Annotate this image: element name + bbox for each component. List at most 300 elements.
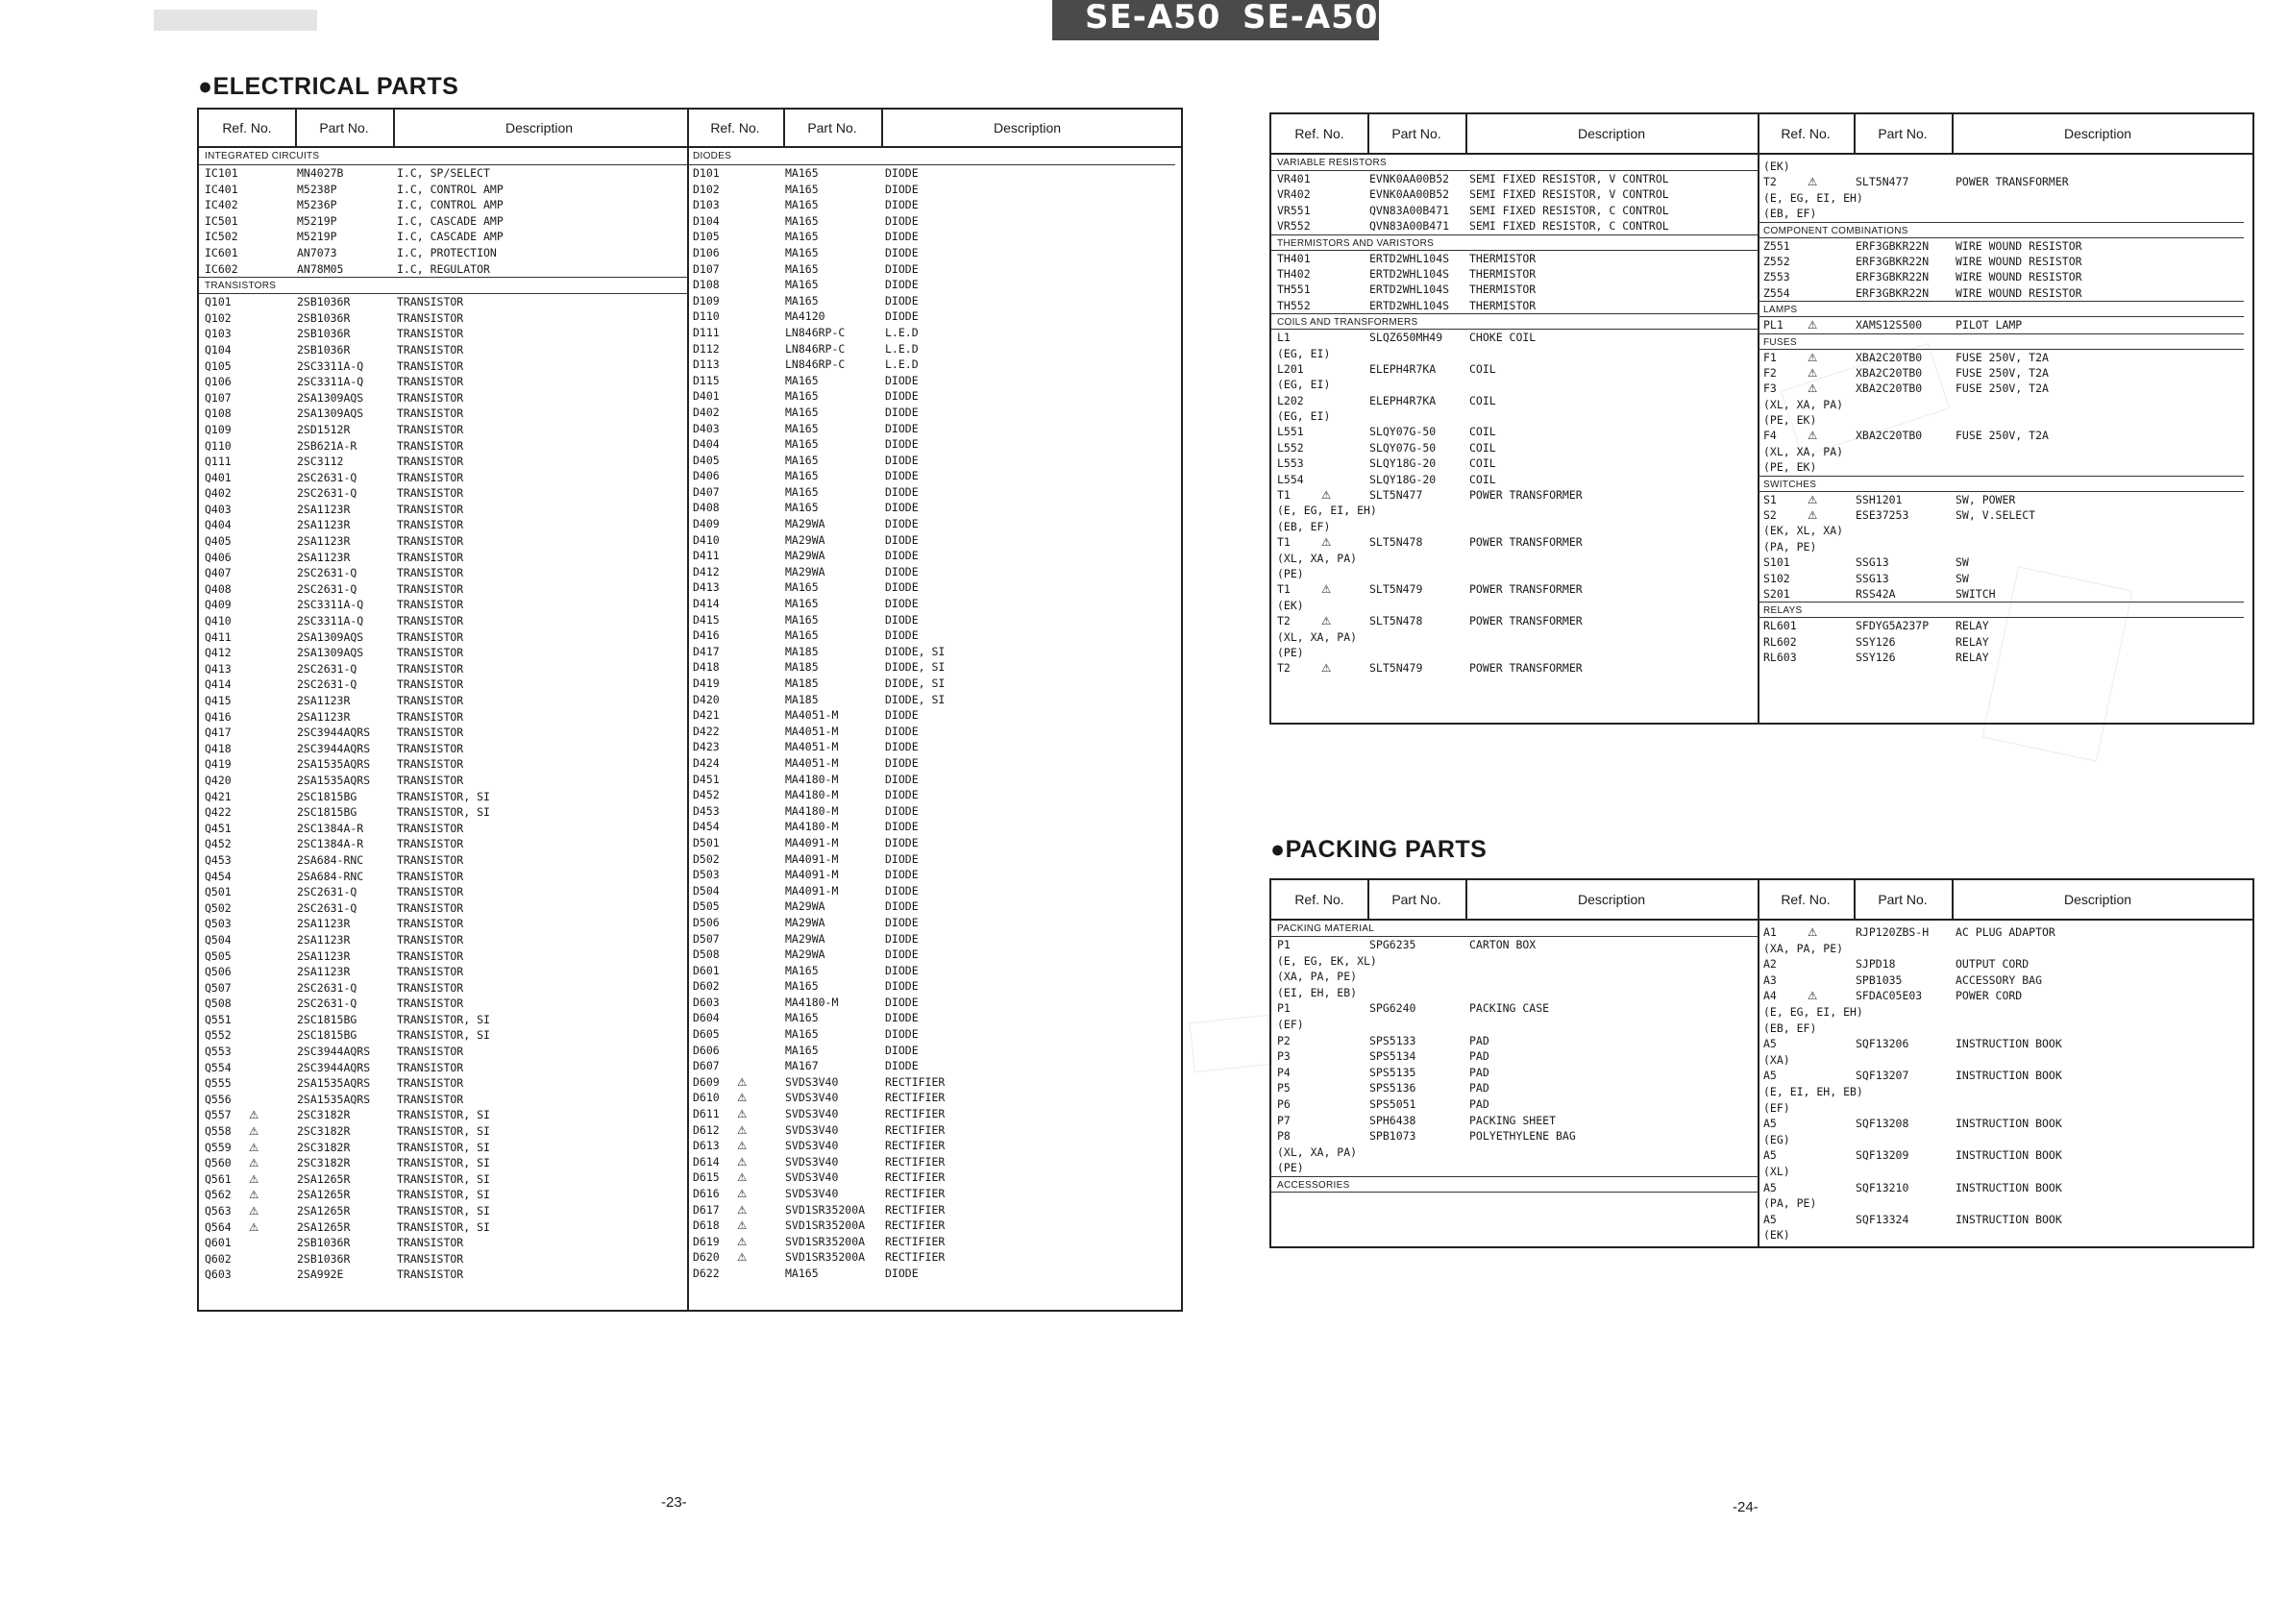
safety-warning-icon: ⚠ [1808,989,1818,1003]
ref-no: VR551 [1277,203,1311,217]
safety-warning-icon: ⚠ [1321,488,1332,503]
ref-no: D611 [693,1107,720,1121]
table-row [199,1203,687,1219]
ref-no: D406 [693,469,720,483]
ref-no: (PA, PE) [1763,539,1817,554]
ref-no: Q452 [205,837,232,851]
description: DIODE [885,182,919,196]
ref-no: Q502 [205,900,232,915]
description: DIODE, SI [885,660,946,675]
ref-no: (EB, EF) [1763,1021,1817,1035]
header-column-divider [1854,880,1856,919]
part-no: QVN83A00B471 [1369,203,1450,217]
ref-no: Q558 [205,1124,232,1139]
ref-no: A5 [1763,1069,1777,1083]
table-row [199,1251,687,1267]
ref-no: Q601 [205,1236,232,1250]
column-header-ref-no: Ref. No. [1294,892,1344,907]
ref-no: S2 [1763,508,1777,523]
description: DIODE [885,245,919,259]
ref-no: D410 [693,532,720,547]
table-row [687,548,1175,564]
table-row [199,964,687,980]
ref-no: VR401 [1277,172,1311,185]
table-row [199,677,687,693]
table-row [1271,1017,1758,1033]
description: DIODE [885,532,919,547]
ref-no: D502 [693,851,720,866]
description: DIODE [885,820,919,834]
description: L.E.D [885,357,919,372]
part-no: 2SC2631-Q [297,900,357,915]
table-row [1758,1100,2244,1117]
part-no: MA167 [785,1059,819,1073]
part-no: SLQZ650MH49 [1369,331,1443,345]
table-row [199,1171,687,1188]
ref-no: Q111 [205,455,232,469]
safety-warning-icon: ⚠ [249,1108,259,1122]
ref-no: D613 [693,1139,720,1153]
table-row [199,550,687,566]
ref-no: Q106 [205,375,232,389]
ref-no: D614 [693,1154,720,1169]
header-column-divider [295,110,297,146]
description: TRANSISTOR [397,581,464,596]
ref-no: Q559 [205,1140,232,1154]
ref-no: (EG, EI) [1277,346,1331,360]
description: PILOT LAMP [1956,318,2023,332]
table-row [199,1155,687,1171]
part-no: SLQY07G-50 [1369,425,1437,439]
table-row [687,755,1175,772]
ref-no: Q402 [205,486,232,501]
description: TRANSISTOR [397,709,464,724]
ref-no: Q415 [205,694,232,707]
table-row [1271,503,1758,518]
ref-no: Q505 [205,948,232,963]
table-row [687,516,1175,532]
table-row [199,422,687,438]
part-no: SVDS3V40 [785,1154,839,1169]
ref-no: Q404 [205,518,232,532]
description: COIL [1469,440,1496,455]
ref-no: Q556 [205,1092,232,1106]
description: DIODE [885,868,919,882]
description: PAD [1469,1096,1489,1111]
ref-no: Q420 [205,773,232,787]
description: WIRE WOUND RESISTOR [1956,270,2082,284]
description: DIODE [885,580,919,595]
ref-no: Q409 [205,598,232,612]
ref-no: Q403 [205,502,232,516]
description: TRANSISTOR [397,965,464,979]
group-heading: SWITCHES [1758,476,2244,492]
part-no: MA4091-M [785,883,839,898]
description: DIODE [885,740,919,754]
table-row [199,1092,687,1108]
ref-no: IC501 [205,213,238,228]
table-row [1271,1128,1758,1144]
description: OUTPUT CORD [1956,957,2030,972]
table-row [1758,507,2244,523]
table-row [1271,298,1758,313]
ref-no: D451 [693,772,720,786]
table-row [1271,361,1758,377]
column-header-description: Description [2063,126,2132,141]
part-no: MA165 [785,245,819,259]
table-row [1271,598,1758,613]
description: DIODE [885,549,919,563]
description: DIODE [885,166,919,180]
ref-no: (EK, XL, XA) [1763,524,1844,538]
safety-warning-icon: ⚠ [1808,365,1818,380]
part-no: SPH6438 [1369,1113,1416,1127]
table-row [687,564,1175,580]
table-row [1758,1164,2244,1180]
table-row [1271,472,1758,487]
table-row [199,502,687,518]
table-row [1758,159,2244,174]
column-header-part-no: Part No. [807,120,857,135]
ref-no: Q451 [205,821,232,835]
description: SWITCH [1956,586,1996,601]
description: I.C, CASCADE AMP [397,230,504,244]
part-no: M5238P [297,182,337,196]
ref-no: D415 [693,612,720,627]
description: PAD [1469,1065,1489,1079]
table-row [199,948,687,965]
ref-no: (EG, EI) [1277,409,1331,424]
ref-no: (XA, PA, PE) [1277,970,1358,984]
ref-no: (XL) [1763,1164,1790,1178]
table-row [1271,282,1758,297]
ref-no: (XL, XA, PA) [1763,444,1844,458]
table-row [687,1186,1175,1202]
safety-warning-icon: ⚠ [737,1139,748,1153]
description: FUSE 250V, T2A [1956,365,2049,380]
table-row [687,1249,1175,1266]
part-no: MA165 [785,1266,819,1280]
part-no: MA4180-M [785,803,839,818]
ref-no: Q506 [205,965,232,979]
table-row [1758,1195,2244,1212]
ref-no: Q552 [205,1028,232,1043]
description: POWER TRANSFORMER [1469,661,1583,676]
safety-warning-icon: ⚠ [1808,429,1818,443]
part-no: SLQY18G-20 [1369,456,1437,471]
part-no: SLT5N477 [1369,488,1423,503]
description: THERMISTOR [1469,266,1537,281]
part-no: SPS5133 [1369,1033,1416,1047]
table-row [199,581,687,598]
description: TRANSISTOR [397,518,464,532]
part-no: MA185 [785,660,819,675]
description: L.E.D [885,341,919,356]
description: TRANSISTOR [397,837,464,851]
ref-no: D115 [693,373,720,387]
description: DIODE [885,979,919,994]
description: POWER CORD [1956,989,2023,1003]
part-no: 2SA1123R [297,518,351,532]
table-row [687,867,1175,883]
ref-no: Q602 [205,1251,232,1266]
table-row [199,1235,687,1251]
ref-no: D402 [693,405,720,419]
ref-no: (E, EG, EI, EH) [1277,504,1377,518]
ref-no: F4 [1763,429,1777,443]
header-column-divider [881,110,883,146]
table-row [1758,523,2244,538]
description: SEMI FIXED RESISTOR, C CONTROL [1469,219,1669,234]
ref-no: Q557 [205,1108,232,1122]
table-row [199,517,687,533]
safety-warning-icon: ⚠ [1808,492,1818,506]
description: TRANSISTOR [397,550,464,564]
part-no: 2SA1123R [297,502,351,516]
table-row [199,1027,687,1044]
ref-no: T2 [1763,175,1777,189]
ref-no: D454 [693,820,720,834]
ref-no: Q105 [205,358,232,373]
table-row [1271,171,1758,186]
header-column-divider [783,110,785,146]
ref-no: D617 [693,1202,720,1217]
description: TRANSISTOR, SI [397,1188,490,1202]
table-row [199,310,687,327]
group-heading: INTEGRATED CIRCUITS [199,148,687,165]
table-row [687,596,1175,612]
table-row [1758,350,2244,365]
description: THERMISTOR [1469,283,1537,297]
ref-no: Q102 [205,310,232,325]
safety-warning-icon: ⚠ [737,1202,748,1217]
description: RECTIFIER [885,1250,946,1265]
description: DIODE [885,708,919,723]
table-row [1758,539,2244,554]
description: I.C, SP/SELECT [397,166,490,180]
ref-no: D618 [693,1218,720,1233]
description: TRANSISTOR [397,422,464,436]
ref-no: Q508 [205,997,232,1011]
ref-no: (PE, EK) [1763,460,1817,475]
table-row [1271,551,1758,566]
ref-no: Z551 [1763,238,1790,253]
description: WIRE WOUND RESISTOR [1956,285,2082,300]
description: DIODE [885,309,919,324]
part-no: SVDS3V40 [785,1187,839,1200]
table-row [199,1012,687,1028]
part-no: MA165 [785,612,819,627]
ref-no: D408 [693,501,720,515]
ref-no: S1 [1763,492,1777,506]
ref-no: L554 [1277,472,1304,486]
ref-no: D422 [693,724,720,738]
header-column-divider [1465,880,1467,919]
ref-no: S101 [1763,555,1790,570]
description: SW [1956,571,1969,585]
part-no: ELEPH4R7KA [1369,393,1437,407]
table-row [687,468,1175,484]
part-no: MA165 [785,230,819,244]
group-heading: THERMISTORS AND VARISTORS [1271,234,1758,251]
ref-no: D610 [693,1091,720,1105]
table-row [199,1187,687,1203]
ref-no: Q401 [205,470,232,484]
ref-no: D508 [693,947,720,962]
ref-no: Q561 [205,1171,232,1186]
part-no: MA29WA [785,931,825,946]
part-no: SQF13210 [1856,1180,1909,1194]
part-no: 2SC2631-Q [297,980,357,995]
description: DIODE [885,915,919,929]
description: DIODE [885,755,919,770]
safety-warning-icon: ⚠ [249,1171,259,1186]
header-column-divider [1465,114,1467,153]
ref-no: RL602 [1763,634,1797,649]
ref-no: D103 [693,198,720,212]
faint-bleedthrough-shape [1190,1015,1273,1072]
table-row [199,629,687,646]
part-no: AN78M05 [297,261,344,276]
part-no: 2SA684-RNC [297,852,364,867]
table-row [687,325,1175,341]
table-row [199,869,687,885]
description: DIODE, SI [885,692,946,706]
description: DIODE [885,230,919,244]
description: TRANSISTOR [397,1267,464,1282]
table-row [1271,629,1758,645]
part-no: 2SA1123R [297,709,351,724]
part-no: MA29WA [785,549,825,563]
part-no: SQF13206 [1856,1037,1909,1051]
table-row [1271,393,1758,408]
part-no: SLT5N479 [1369,661,1423,676]
description: INSTRUCTION BOOK [1956,1117,2062,1131]
part-no: ERTD2WHL104S [1369,266,1450,281]
description: SW, POWER [1956,492,2016,506]
ref-no: TH401 [1277,251,1311,265]
part-no: SPS5135 [1369,1065,1416,1079]
description: DIODE [885,612,919,627]
table-row [199,821,687,837]
table-row [199,725,687,741]
part-no: M5219P [297,213,337,228]
part-no: 2SA1535AQRS [297,773,371,787]
description: SEMI FIXED RESISTOR, C CONTROL [1469,203,1669,217]
safety-warning-icon: ⚠ [737,1250,748,1265]
part-no: 2SC2631-Q [297,677,357,692]
column-header-part-no: Part No. [1878,892,1928,907]
table-row [1271,408,1758,424]
safety-warning-icon: ⚠ [737,1234,748,1248]
ref-no: D109 [693,293,720,308]
column-header-description: Description [504,120,574,135]
description: SEMI FIXED RESISTOR, V CONTROL [1469,187,1669,202]
part-no: 2SA1123R [297,948,351,963]
description: TRANSISTOR [397,1251,464,1266]
part-no: 2SA1123R [297,694,351,707]
part-no: LN846RP-C [785,325,846,339]
ref-no: D106 [693,245,720,259]
ref-no: S201 [1763,586,1790,601]
description: RECTIFIER [885,1187,946,1200]
ref-no: A4 [1763,989,1777,1003]
part-no: 2SC3311A-Q [297,358,364,373]
ref-no: Q417 [205,726,232,740]
description: TRANSISTOR [397,502,464,516]
group-heading: RELAYS [1758,602,2244,618]
table-row [687,500,1175,516]
table-row [199,454,687,470]
table-row [199,261,687,278]
ref-no: RL603 [1763,651,1797,665]
table-row [1758,618,2244,633]
ref-no: Q501 [205,885,232,899]
ref-no: Q503 [205,917,232,931]
description: TRANSISTOR [397,358,464,373]
ref-no: IC602 [205,261,238,276]
part-no: SQF13324 [1856,1212,1909,1226]
table-row [199,1123,687,1140]
safety-warning-icon: ⚠ [737,1091,748,1105]
ref-no: D421 [693,708,720,723]
ref-no: D403 [693,421,720,435]
ref-no: D420 [693,692,720,706]
table-row [1271,377,1758,392]
part-no: XBA2C20TB0 [1856,365,1923,380]
description: TRANSISTOR, SI [397,1140,490,1154]
description: TRANSISTOR [397,694,464,707]
table-row [199,374,687,390]
part-no: MA165 [785,166,819,180]
ref-no: (PE) [1277,1161,1304,1175]
part-no: RSS42A [1856,586,1896,601]
safety-warning-icon: ⚠ [737,1170,748,1185]
description: DIODE [885,501,919,515]
part-no: 2SC3182R [297,1124,351,1139]
header-column-divider [1367,114,1369,153]
ref-no: D412 [693,564,720,578]
description: POWER TRANSFORMER [1469,582,1583,597]
description: DIODE [885,373,919,387]
part-no: 2SC2631-Q [297,486,357,501]
part-no: 2SA1535AQRS [297,757,371,772]
table-row [1758,444,2244,459]
description: L.E.D [885,325,919,339]
description: TRANSISTOR [397,677,464,692]
table-row [199,438,687,455]
part-no: MA4180-M [785,772,839,786]
ref-no: (EF) [1763,1100,1790,1115]
table-row [1758,397,2244,412]
part-no: SPB1073 [1369,1129,1416,1144]
table-row [199,470,687,486]
description: TRANSISTOR [397,598,464,612]
table-row [1758,988,2244,1004]
description: TRANSISTOR [397,1076,464,1091]
description: TRANSISTOR [397,821,464,835]
table-row [199,804,687,821]
ref-no: D505 [693,899,720,914]
part-no: XBA2C20TB0 [1856,429,1923,443]
part-no: 2SC1384A-R [297,837,364,851]
table-row [1758,269,2244,284]
table-header [199,110,1181,148]
description: DIODE [885,293,919,308]
description: TRANSISTOR [397,375,464,389]
description: PACKING SHEET [1469,1113,1557,1127]
ref-no: D619 [693,1234,720,1248]
